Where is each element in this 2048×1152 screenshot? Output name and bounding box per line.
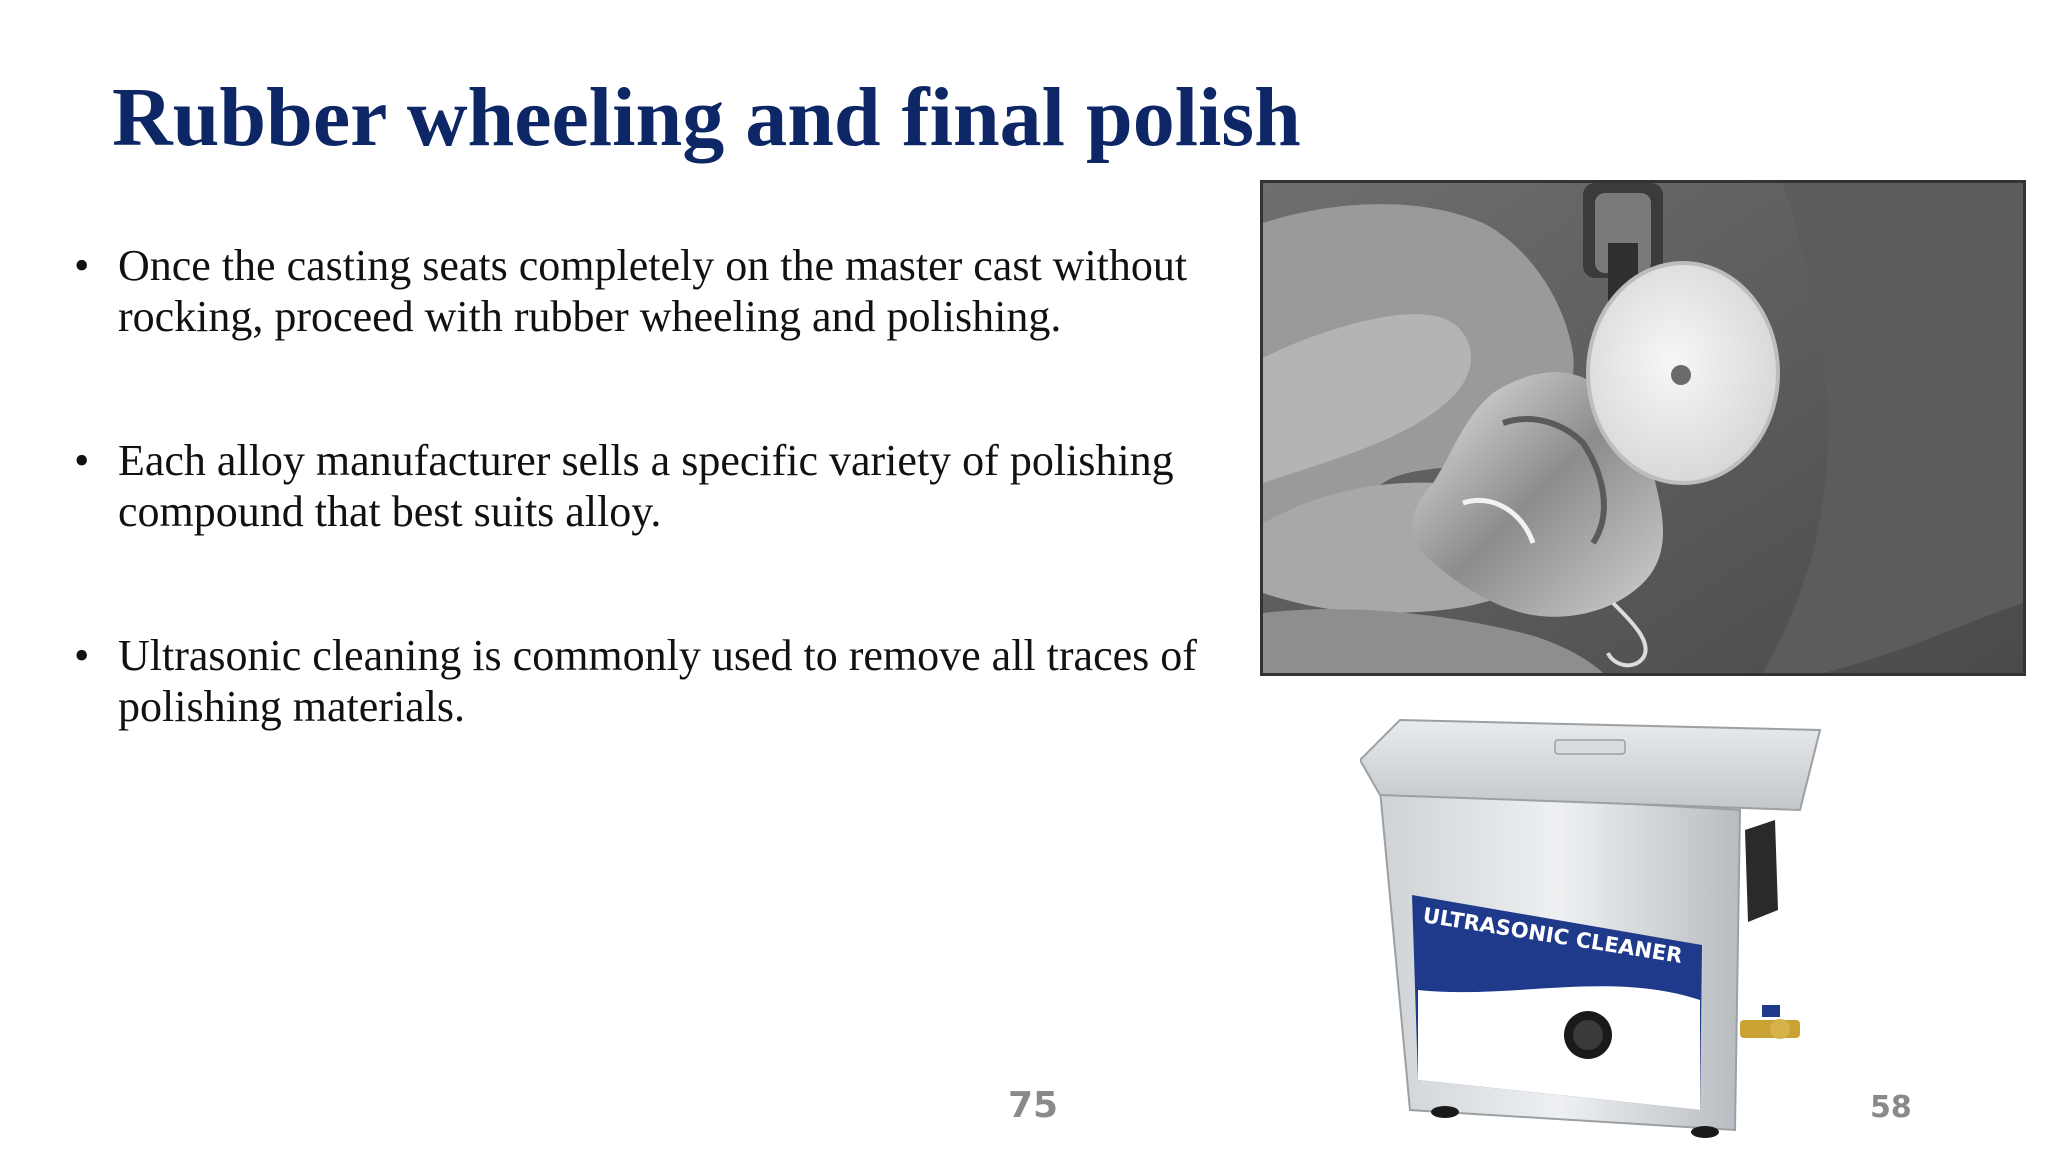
bullet-list — [74, 240, 1254, 732]
page-number-right: 58 — [1870, 1090, 1912, 1125]
bullet-item — [74, 240, 1254, 342]
polishing-photo-art — [1263, 183, 2023, 673]
cleaner-panel-label: ULTRASONIC CLEANER — [1421, 903, 1685, 968]
bullet-text: Ultrasonic cleaning is commonly used to remove all traces of polishing materials. — [118, 631, 1197, 731]
ultrasonic-cleaner-illustration — [1360, 700, 1840, 1140]
bullet-text: Each alloy manufacturer sells a specific variety of polishing compound that best suits alloy. — [118, 436, 1174, 536]
bullet-marker: • — [74, 631, 90, 680]
bullet-marker: • — [74, 241, 90, 290]
bullet-marker: • — [74, 436, 90, 485]
bullet-item — [74, 435, 1254, 537]
slide-title: Rubber wheeling and final polish — [112, 71, 1301, 164]
bullet-text: Once the casting seats completely on the master cast without rocking, proceed with rubber wheeling and polishing. — [118, 241, 1188, 341]
polishing-photo — [1260, 180, 2026, 676]
bullet-item — [74, 630, 1254, 732]
page-number-center: 75 — [1008, 1085, 1059, 1126]
